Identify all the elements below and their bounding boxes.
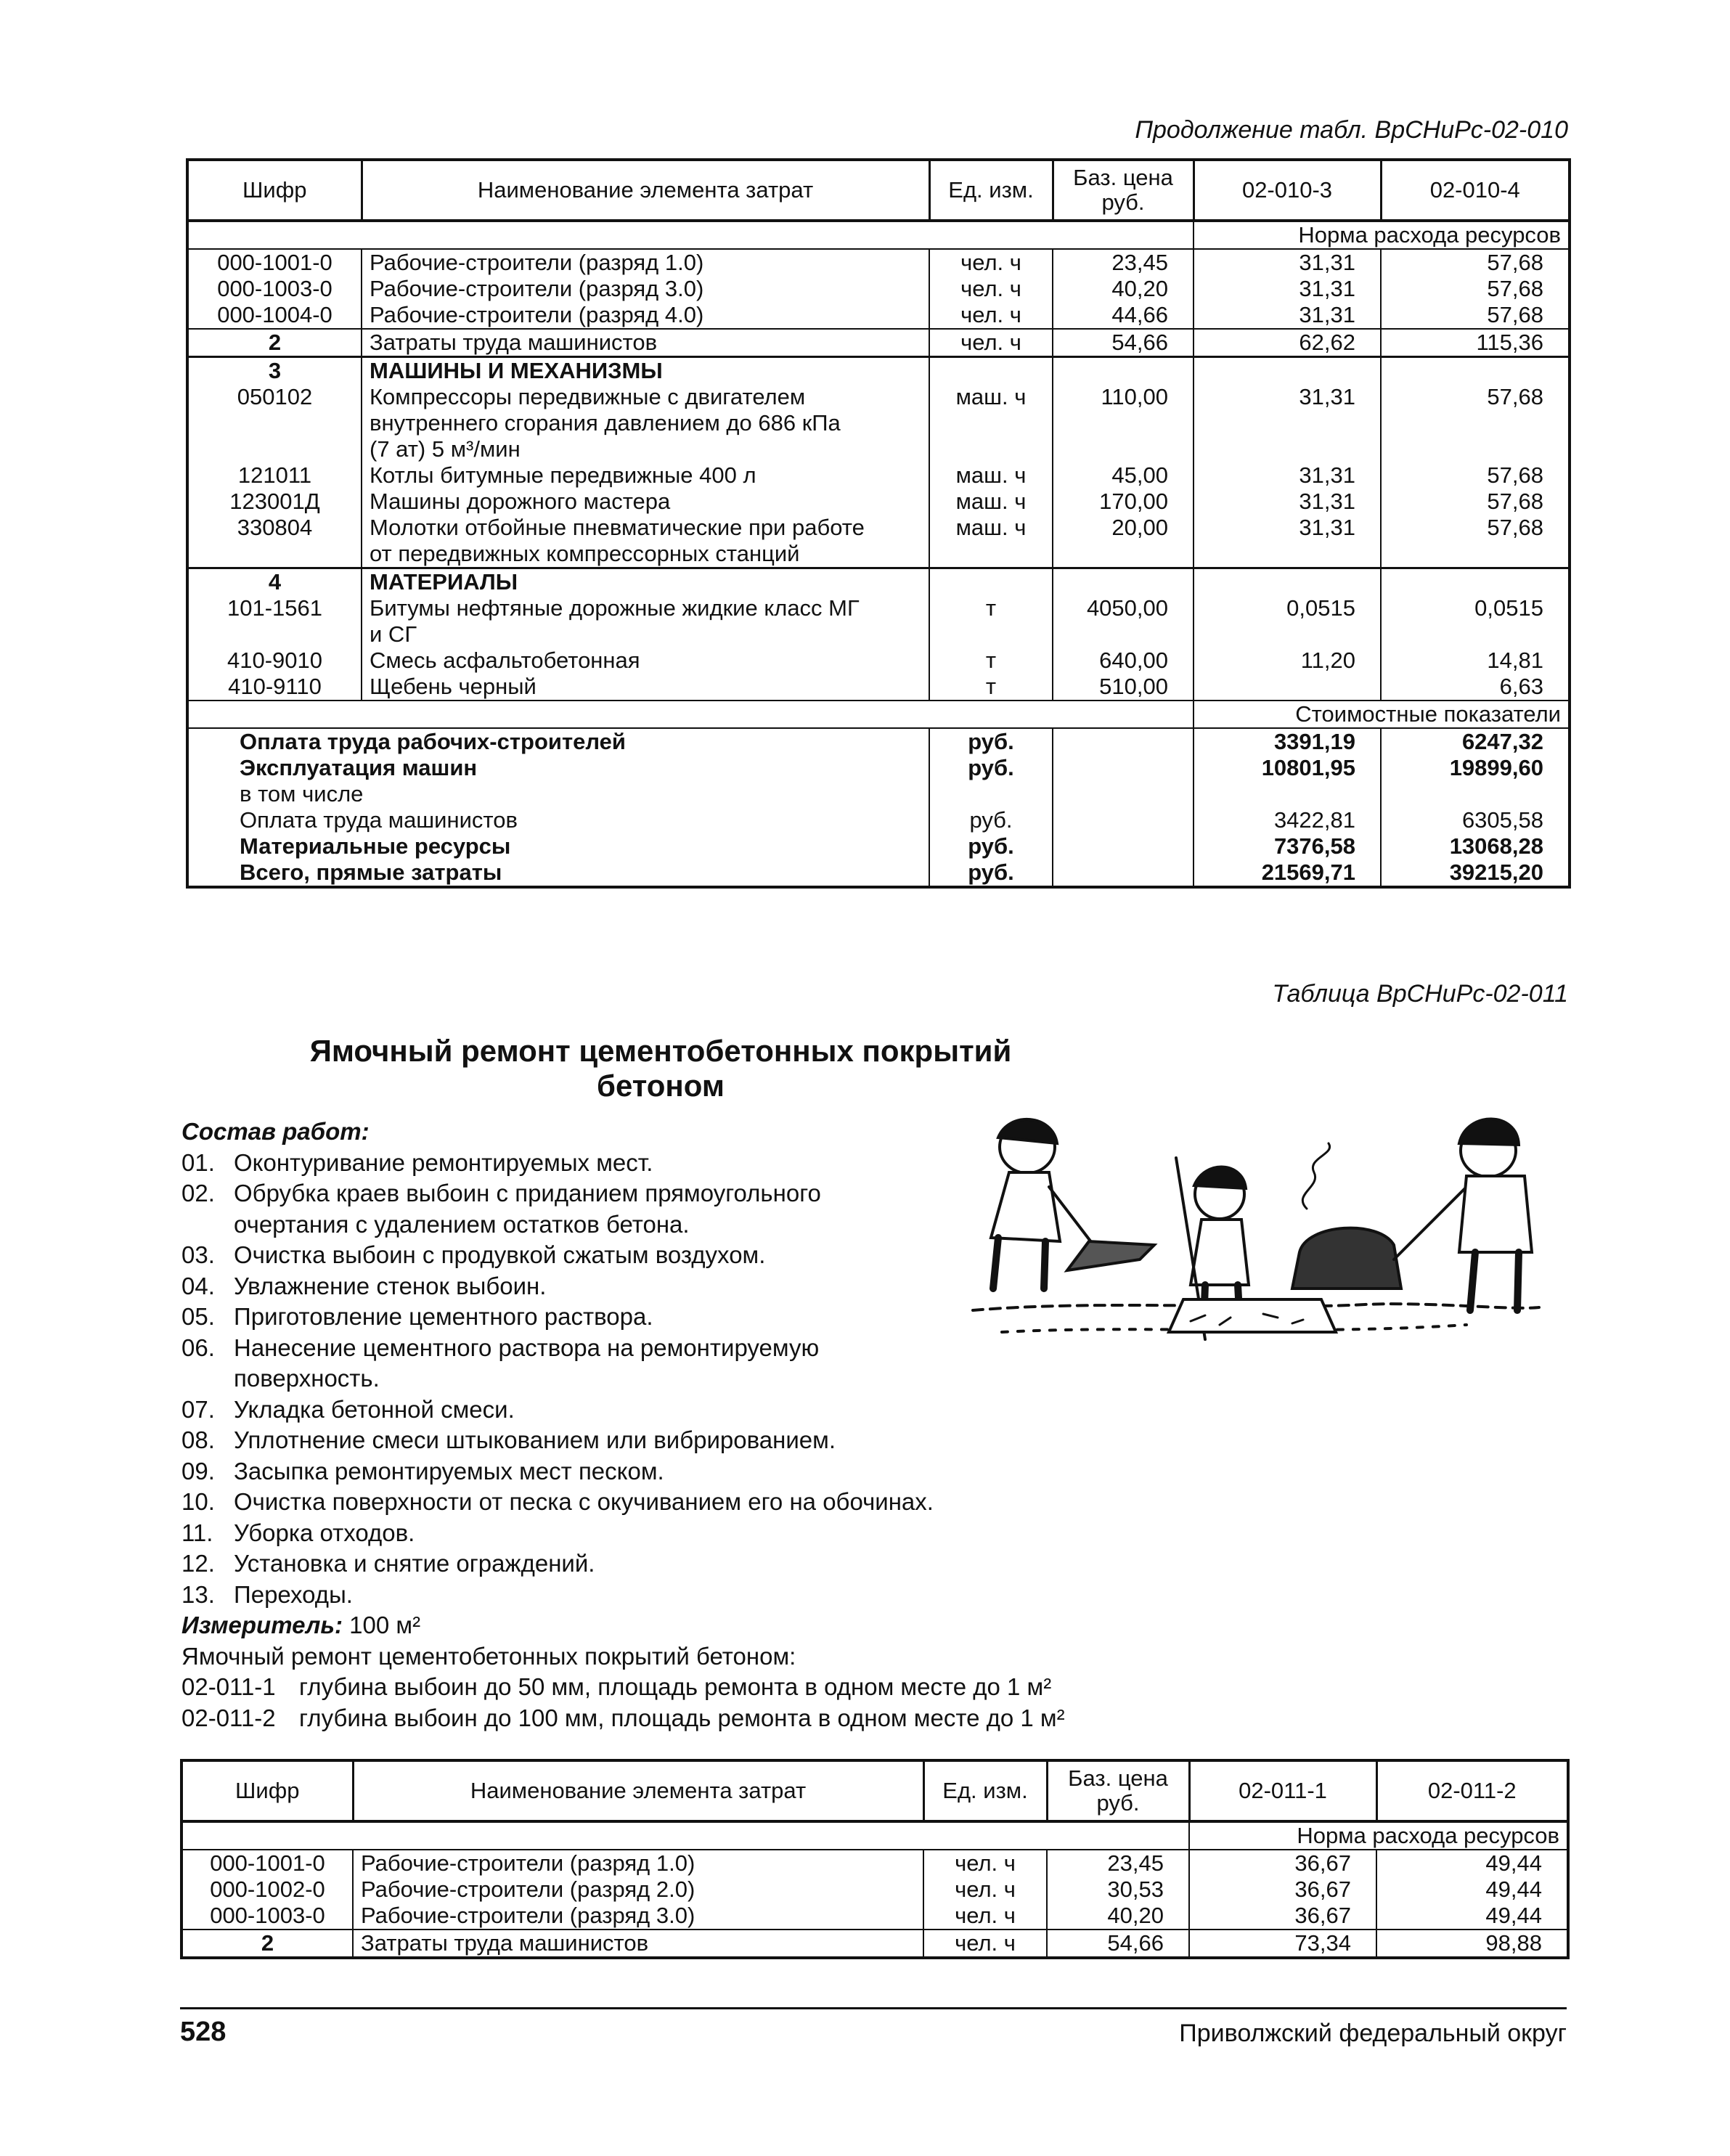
cell-price: 510,00 (1053, 674, 1194, 701)
section-row (187, 568, 1570, 596)
work-item (181, 1580, 980, 1611)
cell-norm-2 (1381, 621, 1570, 648)
work-item (181, 1548, 980, 1580)
cell-code: 050102 (237, 384, 313, 409)
section-description: Ямочный ремонт цементобетонных покрытий бетоном: (181, 1642, 796, 1670)
work-item-text: Оконтуривание ремонтируемых мест. (234, 1148, 653, 1176)
norm-label: Норма расхода ресурсов (1194, 221, 1570, 249)
table-row (187, 541, 1570, 568)
cell-code: 123001Д (229, 489, 320, 514)
cost-value-2: 6247,32 (1381, 728, 1570, 755)
cell-norm-2: 98,88 (1376, 1930, 1568, 1958)
cell-empty (1053, 568, 1194, 596)
cost-row (187, 728, 1570, 755)
page-number: 528 (180, 2017, 227, 2047)
cell-norm-2: 6,63 (1381, 674, 1570, 701)
works-header: Состав работ: (181, 1118, 370, 1145)
cell-code: 000-1004-0 (217, 302, 332, 327)
cost-name: Материальные ресурсы (240, 833, 511, 859)
cell-code (187, 621, 362, 648)
cell-price: 110,00 (1053, 384, 1194, 410)
work-item (181, 1487, 980, 1518)
cell-price: 54,66 (1047, 1930, 1189, 1958)
table-row (181, 1930, 1568, 1958)
cell-name: Рабочие-строители (разряд 3.0) (353, 1903, 923, 1930)
cost-value-1 (1194, 781, 1381, 807)
cell-unit: чел. ч (923, 1903, 1047, 1930)
cost-unit: руб. (929, 859, 1053, 887)
cost-value-2 (1381, 781, 1570, 807)
cost-unit: руб. (929, 833, 1053, 859)
work-item-text: Увлажнение стенок выбоин. (234, 1272, 547, 1299)
cell-norm-1: 31,31 (1194, 276, 1381, 302)
section-number: 3 (187, 357, 362, 385)
work-item-text: Установка и снятие ограждений. (234, 1550, 595, 1577)
table-row (187, 249, 1570, 276)
cell-code: 2 (181, 1930, 353, 1958)
cell-name: Молотки отбойные пневматические при работе (362, 515, 929, 541)
table1-header-row (187, 160, 1570, 221)
table-row (187, 595, 1570, 621)
cost-value-2: 13068,28 (1381, 833, 1570, 859)
cell-norm-1: 36,67 (1189, 1903, 1376, 1930)
cell-norm-2: 0,0515 (1381, 595, 1570, 621)
cell-empty (1381, 568, 1570, 596)
cost-value-2: 19899,60 (1381, 755, 1570, 781)
cell-norm-2 (1381, 436, 1570, 462)
cost-price (1053, 807, 1194, 833)
cell-unit (929, 436, 1053, 462)
work-item-text: Нанесение цементного раствора на ремонтируемую поверхность. (234, 1334, 820, 1392)
cell-code: 121011 (237, 462, 312, 488)
workers-illustration (958, 1093, 1554, 1361)
variant-2 (181, 1703, 1270, 1734)
cell-price (1053, 436, 1194, 462)
cell-unit: чел. ч (923, 1930, 1047, 1958)
cell-unit (929, 541, 1053, 568)
cell-code (187, 410, 362, 436)
work-item (181, 1456, 980, 1487)
cell-price: 23,45 (1047, 1850, 1189, 1877)
norm-row (181, 1821, 1568, 1850)
table-row (187, 462, 1570, 489)
cell-code: 410-9110 (228, 674, 322, 699)
operators-row (181, 1930, 1568, 1958)
cell-empty (1194, 357, 1381, 385)
cell-unit: маш. ч (929, 489, 1053, 515)
cell-price: 40,20 (1047, 1903, 1189, 1930)
cost-name: в том числе (240, 781, 364, 807)
machine-rows (187, 384, 1570, 568)
cell-name: Рабочие-строители (разряд 4.0) (362, 302, 929, 329)
norm-row (187, 221, 1570, 249)
work-item-number: 07. (181, 1395, 215, 1423)
cell-norm-2 (1381, 541, 1570, 568)
header-price: Баз. цена руб. (1053, 160, 1194, 221)
cell-price (1053, 621, 1194, 648)
cell-empty (929, 568, 1053, 596)
cell-norm-1: 31,31 (1194, 515, 1381, 541)
cell-norm-1: 31,31 (1194, 249, 1381, 276)
cost-row (187, 833, 1570, 859)
cost-name: Оплата труда рабочих-строителей (240, 729, 626, 754)
section-number: 4 (187, 568, 362, 596)
machines-section (187, 357, 1570, 385)
header-col2: 02-011-2 (1376, 1760, 1568, 1821)
work-item-text: Засыпка ремонтируемых мест песком. (234, 1457, 664, 1485)
work-item (181, 1333, 873, 1395)
variant-1-code: 02-011-1 (181, 1673, 276, 1700)
cost-name: Оплата труда машинистов (240, 807, 518, 833)
norm-label: Норма расхода ресурсов (1189, 1821, 1568, 1850)
cell-name: Смесь асфальтобетонная (362, 648, 929, 674)
cell-norm-1: 73,34 (1189, 1930, 1376, 1958)
section-row (187, 357, 1570, 385)
variant-2-text: глубина выбоин до 100 мм, площадь ремонта в одном месте до 1 м² (299, 1704, 1065, 1731)
cost-unit (929, 781, 1053, 807)
cell-code: 000-1003-0 (210, 1903, 325, 1928)
header-name: Наименование элемента затрат (353, 1760, 923, 1821)
cell-price: 45,00 (1053, 462, 1194, 489)
work-item-number: 08. (181, 1426, 215, 1453)
cost-price (1053, 781, 1194, 807)
work-item-number: 05. (181, 1303, 215, 1330)
header-code: Шифр (187, 160, 362, 221)
cell-empty (1053, 357, 1194, 385)
work-item (181, 1271, 980, 1302)
measure-label: Измеритель: (181, 1612, 343, 1638)
table-row (187, 489, 1570, 515)
work-item-number: 11. (181, 1519, 213, 1546)
cell-unit: чел. ч (929, 276, 1053, 302)
measure-line (181, 1610, 980, 1641)
header-unit: Ед. изм. (923, 1760, 1047, 1821)
cell-price: 40,20 (1053, 276, 1194, 302)
table-row (187, 674, 1570, 701)
cell-norm-1: 31,31 (1194, 462, 1381, 489)
table-row (187, 276, 1570, 302)
section-heading: МАШИНЫ И МЕХАНИЗМЫ (362, 357, 929, 385)
materials-section (187, 568, 1570, 596)
cell-code: 000-1001-0 (210, 1850, 325, 1876)
cost-row (187, 807, 1570, 833)
variant-1-text: глубина выбоин до 50 мм, площадь ремонта в одном месте до 1 м² (299, 1673, 1052, 1700)
cell-norm-1: 31,31 (1194, 489, 1381, 515)
cell-code: 101-1561 (227, 595, 322, 621)
measure-value: 100 м² (349, 1612, 421, 1638)
cell-norm-1: 31,31 (1194, 384, 1381, 410)
table-row (187, 302, 1570, 329)
cell-name: Затраты труда машинистов (353, 1930, 923, 1958)
cell-name: Компрессоры передвижные с двигателем (362, 384, 929, 410)
cost-value-1: 21569,71 (1194, 859, 1381, 887)
work-item (181, 1148, 980, 1179)
cell-unit: чел. ч (929, 249, 1053, 276)
table-row (187, 329, 1570, 357)
header-price: Баз. цена руб. (1047, 1760, 1189, 1821)
cost-value-2: 6305,58 (1381, 807, 1570, 833)
cost-price (1053, 859, 1194, 887)
cell-norm-2: 57,68 (1381, 384, 1570, 410)
header-name: Наименование элемента затрат (362, 160, 929, 221)
cell-empty (1194, 568, 1381, 596)
cell-empty (1381, 357, 1570, 385)
work-item (181, 1240, 980, 1271)
table-row (181, 1903, 1568, 1930)
cell-name: Рабочие-строители (разряд 1.0) (353, 1850, 923, 1877)
work-item-number: 03. (181, 1241, 215, 1268)
cell-unit: т (929, 674, 1053, 701)
table2-header-row (181, 1760, 1568, 1821)
labor-rows (181, 1850, 1568, 1930)
work-item-number: 01. (181, 1148, 215, 1176)
cell-norm-2: 115,36 (1381, 329, 1570, 357)
table-row (187, 410, 1570, 436)
cell-norm-2: 49,44 (1376, 1903, 1568, 1930)
cell-name: (7 ат) 5 м³/мин (362, 436, 929, 462)
cell-norm-1 (1194, 674, 1381, 701)
cell-norm-1: 36,67 (1189, 1850, 1376, 1877)
section-title-line2: бетоном (597, 1069, 725, 1103)
cost-row (187, 755, 1570, 781)
work-item (181, 1178, 873, 1240)
section-title-line1: Ямочный ремонт цементобетонных покрытий (309, 1034, 1012, 1068)
work-item-number: 10. (181, 1488, 215, 1515)
cost-unit: руб. (929, 728, 1053, 755)
cell-price: 23,45 (1053, 249, 1194, 276)
work-item-text: Уплотнение смеси штыкованием или вибрированием. (234, 1426, 836, 1453)
footer-region: Приволжский федеральный округ (1179, 2020, 1567, 2047)
cell-norm-2: 57,68 (1381, 302, 1570, 329)
cell-norm-1: 36,67 (1189, 1877, 1376, 1903)
cell-unit: чел. ч (929, 302, 1053, 329)
cell-price: 44,66 (1053, 302, 1194, 329)
material-rows (187, 595, 1570, 701)
cost-value-1: 10801,95 (1194, 755, 1381, 781)
cell-name: Машины дорожного мастера (362, 489, 929, 515)
cell-unit: чел. ч (923, 1877, 1047, 1903)
cell-name: Котлы битумные передвижные 400 л (362, 462, 929, 489)
work-item-text: Очистка выбоин с продувкой сжатым воздухом. (234, 1241, 766, 1268)
cell-code: 000-1003-0 (217, 276, 332, 301)
cost-price (1053, 755, 1194, 781)
cell-price: 170,00 (1053, 489, 1194, 515)
work-item-number: 12. (181, 1550, 215, 1577)
work-item (181, 1302, 980, 1333)
cell-norm-2: 57,68 (1381, 515, 1570, 541)
cell-code: 410-9010 (227, 648, 322, 673)
work-item-text: Уборка отходов. (234, 1519, 415, 1546)
cell-norm-2: 57,68 (1381, 489, 1570, 515)
cost-value-1: 3391,19 (1194, 728, 1381, 755)
table1 (186, 158, 1571, 889)
cell-name: Рабочие-строители (разряд 1.0) (362, 249, 929, 276)
variant-1 (181, 1672, 1270, 1703)
cell-name: внутреннего сгорания давлением до 686 кПа (362, 410, 929, 436)
cell-price: 30,53 (1047, 1877, 1189, 1903)
cell-norm-2: 57,68 (1381, 249, 1570, 276)
cell-norm-1 (1194, 621, 1381, 648)
cell-norm-2: 14,81 (1381, 648, 1570, 674)
cell-price: 54,66 (1053, 329, 1194, 357)
table1-caption: Продолжение табл. ВрСНиРс-02-010 (1135, 116, 1568, 144)
work-item (181, 1425, 980, 1456)
work-item-number: 13. (181, 1580, 215, 1608)
cell-price (1053, 541, 1194, 568)
table-row (187, 436, 1570, 462)
cell-name: Щебень черный (362, 674, 929, 701)
cell-norm-2: 49,44 (1376, 1877, 1568, 1903)
cell-norm-1: 31,31 (1194, 302, 1381, 329)
work-composition (181, 1116, 1065, 1734)
work-item (181, 1395, 980, 1426)
cell-norm-1 (1194, 541, 1381, 568)
cell-price: 640,00 (1053, 648, 1194, 674)
cost-row (187, 859, 1570, 887)
work-item-number: 04. (181, 1272, 215, 1299)
work-item-number: 09. (181, 1457, 215, 1485)
cell-unit: т (929, 595, 1053, 621)
cell-norm-1 (1194, 410, 1381, 436)
cost-value-1: 3422,81 (1194, 807, 1381, 833)
cell-norm-2 (1381, 410, 1570, 436)
cell-name: от передвижных компрессорных станций (362, 541, 929, 568)
labor-rows (187, 249, 1570, 329)
cell-code: 330804 (237, 515, 313, 540)
cell-name: Рабочие-строители (разряд 2.0) (353, 1877, 923, 1903)
table-row (181, 1877, 1568, 1903)
cell-norm-1: 0,0515 (1194, 595, 1381, 621)
cell-norm-1: 62,62 (1194, 329, 1381, 357)
cell-norm-1: 11,20 (1194, 648, 1381, 674)
work-item-text: Приготовление цементного раствора. (234, 1303, 653, 1330)
header-col2: 02-010-4 (1381, 160, 1570, 221)
cell-name: Рабочие-строители (разряд 3.0) (362, 276, 929, 302)
cell-unit: т (929, 648, 1053, 674)
cost-rows (187, 728, 1570, 887)
cell-code: 000-1002-0 (210, 1877, 325, 1902)
cell-empty (929, 357, 1053, 385)
header-unit: Ед. изм. (929, 160, 1053, 221)
work-item (181, 1518, 980, 1549)
cost-value-1: 7376,58 (1194, 833, 1381, 859)
cell-norm-1 (1194, 436, 1381, 462)
cell-norm-2: 57,68 (1381, 462, 1570, 489)
work-item-text: Обрубка краев выбоин с приданием прямоугольного очертания с удалением остатков бетона. (234, 1180, 821, 1238)
cost-label-row (187, 701, 1570, 728)
cell-code: 2 (187, 329, 362, 357)
table2 (180, 1759, 1570, 1959)
footer-rule (180, 2007, 1567, 2009)
cost-unit: руб. (929, 807, 1053, 833)
header-col1: 02-011-1 (1189, 1760, 1376, 1821)
cost-row (187, 781, 1570, 807)
cell-price (1053, 410, 1194, 436)
header-code: Шифр (181, 1760, 353, 1821)
work-item-number: 02. (181, 1180, 215, 1206)
table-row (187, 648, 1570, 674)
cell-price: 4050,00 (1053, 595, 1194, 621)
table2-caption: Таблица ВрСНиРс-02-011 (1272, 980, 1568, 1008)
cost-name: Эксплуатация машин (240, 755, 478, 780)
cell-unit (929, 410, 1053, 436)
cell-name: Битумы нефтяные дорожные жидкие класс МГ (362, 595, 929, 621)
table-row (181, 1850, 1568, 1877)
cell-norm-2: 49,44 (1376, 1850, 1568, 1877)
table-row (187, 384, 1570, 410)
cell-unit: маш. ч (929, 515, 1053, 541)
cell-code (187, 541, 362, 568)
work-item-text: Переходы. (234, 1580, 353, 1608)
table-row (187, 621, 1570, 648)
cell-unit: маш. ч (929, 384, 1053, 410)
cell-name: Затраты труда машинистов (362, 329, 929, 357)
cost-unit: руб. (929, 755, 1053, 781)
cost-price (1053, 833, 1194, 859)
cell-code (187, 436, 362, 462)
cell-unit: маш. ч (929, 462, 1053, 489)
cost-name: Всего, прямые затраты (240, 859, 502, 885)
works-list (181, 1148, 980, 1611)
cell-unit (929, 621, 1053, 648)
cell-unit: чел. ч (929, 329, 1053, 357)
cost-price (1053, 728, 1194, 755)
cost-label: Стоимостные показатели (1194, 701, 1570, 728)
work-item-number: 06. (181, 1334, 215, 1361)
cell-price: 20,00 (1053, 515, 1194, 541)
section-heading: МАТЕРИАЛЫ (362, 568, 929, 596)
cell-unit: чел. ч (923, 1850, 1047, 1877)
variant-2-code: 02-011-2 (181, 1704, 276, 1731)
work-item-text: Укладка бетонной смеси. (234, 1395, 515, 1423)
table-row (187, 515, 1570, 541)
work-item-text: Очистка поверхности от песка с окучиванием его на обочинах. (234, 1488, 934, 1515)
cell-norm-2: 57,68 (1381, 276, 1570, 302)
header-col1: 02-010-3 (1194, 160, 1381, 221)
cell-name: и СГ (362, 621, 929, 648)
cost-value-2: 39215,20 (1381, 859, 1570, 887)
cell-code: 000-1001-0 (217, 250, 332, 275)
operators-row (187, 329, 1570, 357)
